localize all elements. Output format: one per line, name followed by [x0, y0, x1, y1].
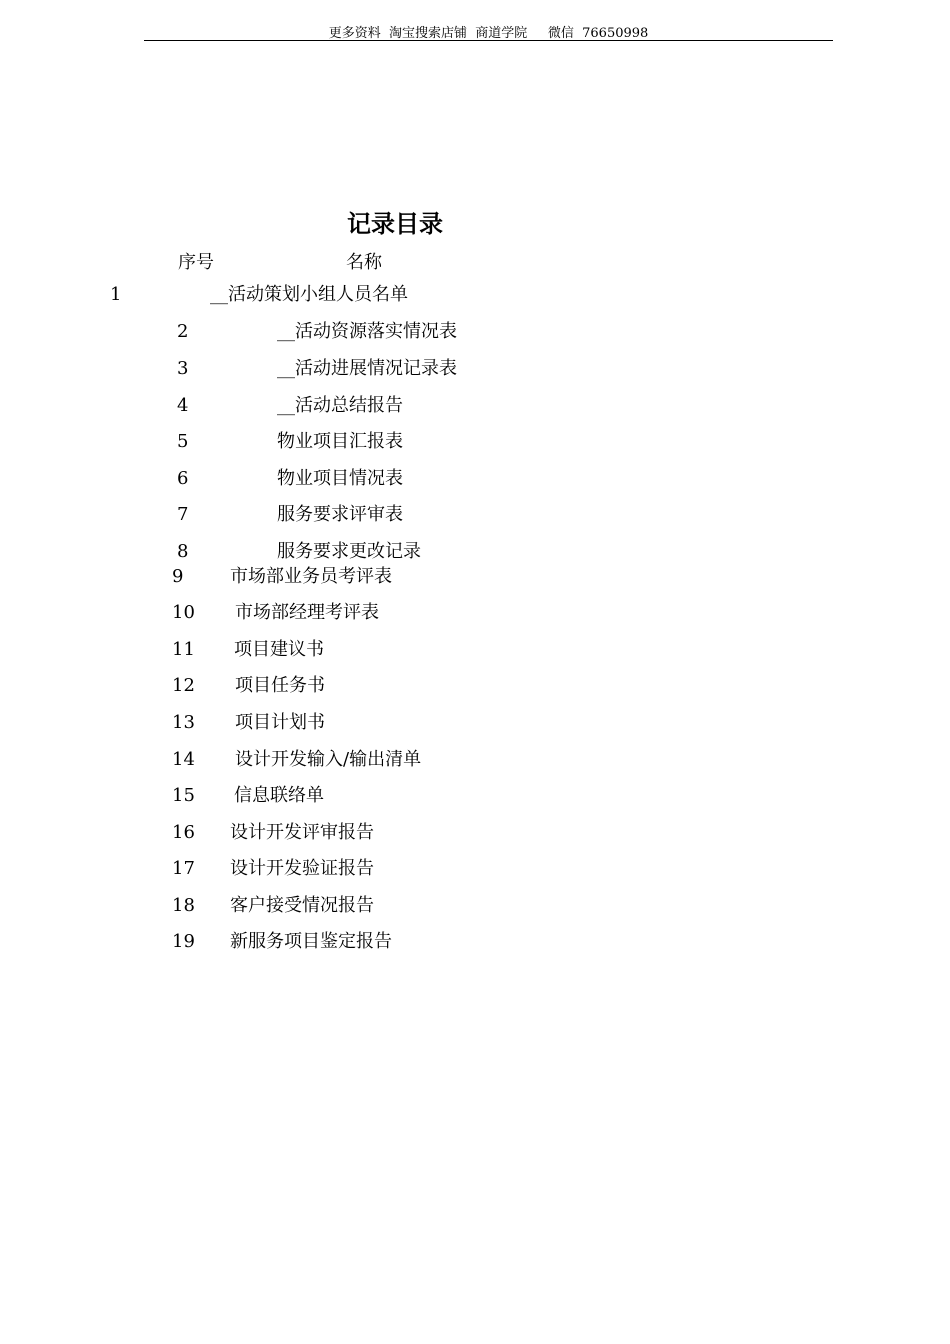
record-number: 5: [177, 431, 189, 452]
record-number: 16: [172, 822, 195, 843]
header-rule: [144, 40, 833, 41]
record-name: __活动资源落实情况表: [277, 321, 457, 342]
record-name: 服务要求评审表: [277, 504, 403, 525]
record-number: 14: [172, 749, 195, 770]
record-name: __活动总结报告: [277, 395, 403, 416]
record-name: 物业项目情况表: [277, 468, 403, 489]
record-name: 物业项目汇报表: [277, 431, 403, 452]
record-number: 18: [172, 895, 195, 916]
record-name: 客户接受情况报告: [230, 895, 374, 916]
record-number: 7: [177, 504, 189, 525]
record-number: 9: [172, 566, 184, 587]
record-number: 13: [172, 712, 195, 733]
record-name: 项目建议书: [234, 639, 324, 660]
page-title: 记录目录: [347, 210, 443, 238]
record-name: 设计开发验证报告: [230, 858, 374, 879]
record-number: 8: [177, 541, 189, 562]
record-name: 市场部业务员考评表: [230, 566, 392, 587]
record-name: 新服务项目鉴定报告: [230, 931, 392, 952]
record-number: 15: [172, 785, 195, 806]
record-name: 项目任务书: [235, 675, 325, 696]
record-name: __活动策划小组人员名单: [210, 284, 408, 305]
record-number: 1: [110, 284, 122, 305]
record-name: 设计开发输入/输出清单: [235, 749, 422, 770]
record-name: 信息联络单: [234, 785, 324, 806]
record-number: 11: [172, 639, 195, 660]
record-name: 市场部经理考评表: [235, 602, 379, 623]
record-number: 4: [177, 395, 189, 416]
column-header-number: 序号: [178, 252, 214, 273]
record-number: 2: [177, 321, 189, 342]
record-number: 19: [172, 931, 195, 952]
record-number: 12: [172, 675, 195, 696]
record-number: 3: [177, 358, 189, 379]
record-name: 服务要求更改记录: [277, 541, 421, 562]
page-header-text: 更多资料 淘宝搜索店铺 商道学院 微信 76650998: [328, 26, 649, 41]
column-header-name: 名称: [346, 252, 382, 273]
record-name: 设计开发评审报告: [230, 822, 374, 843]
record-name: __活动进展情况记录表: [277, 358, 457, 379]
record-number: 6: [177, 468, 189, 489]
record-name: 项目计划书: [235, 712, 325, 733]
record-number: 17: [172, 858, 195, 879]
record-number: 10: [172, 602, 195, 623]
